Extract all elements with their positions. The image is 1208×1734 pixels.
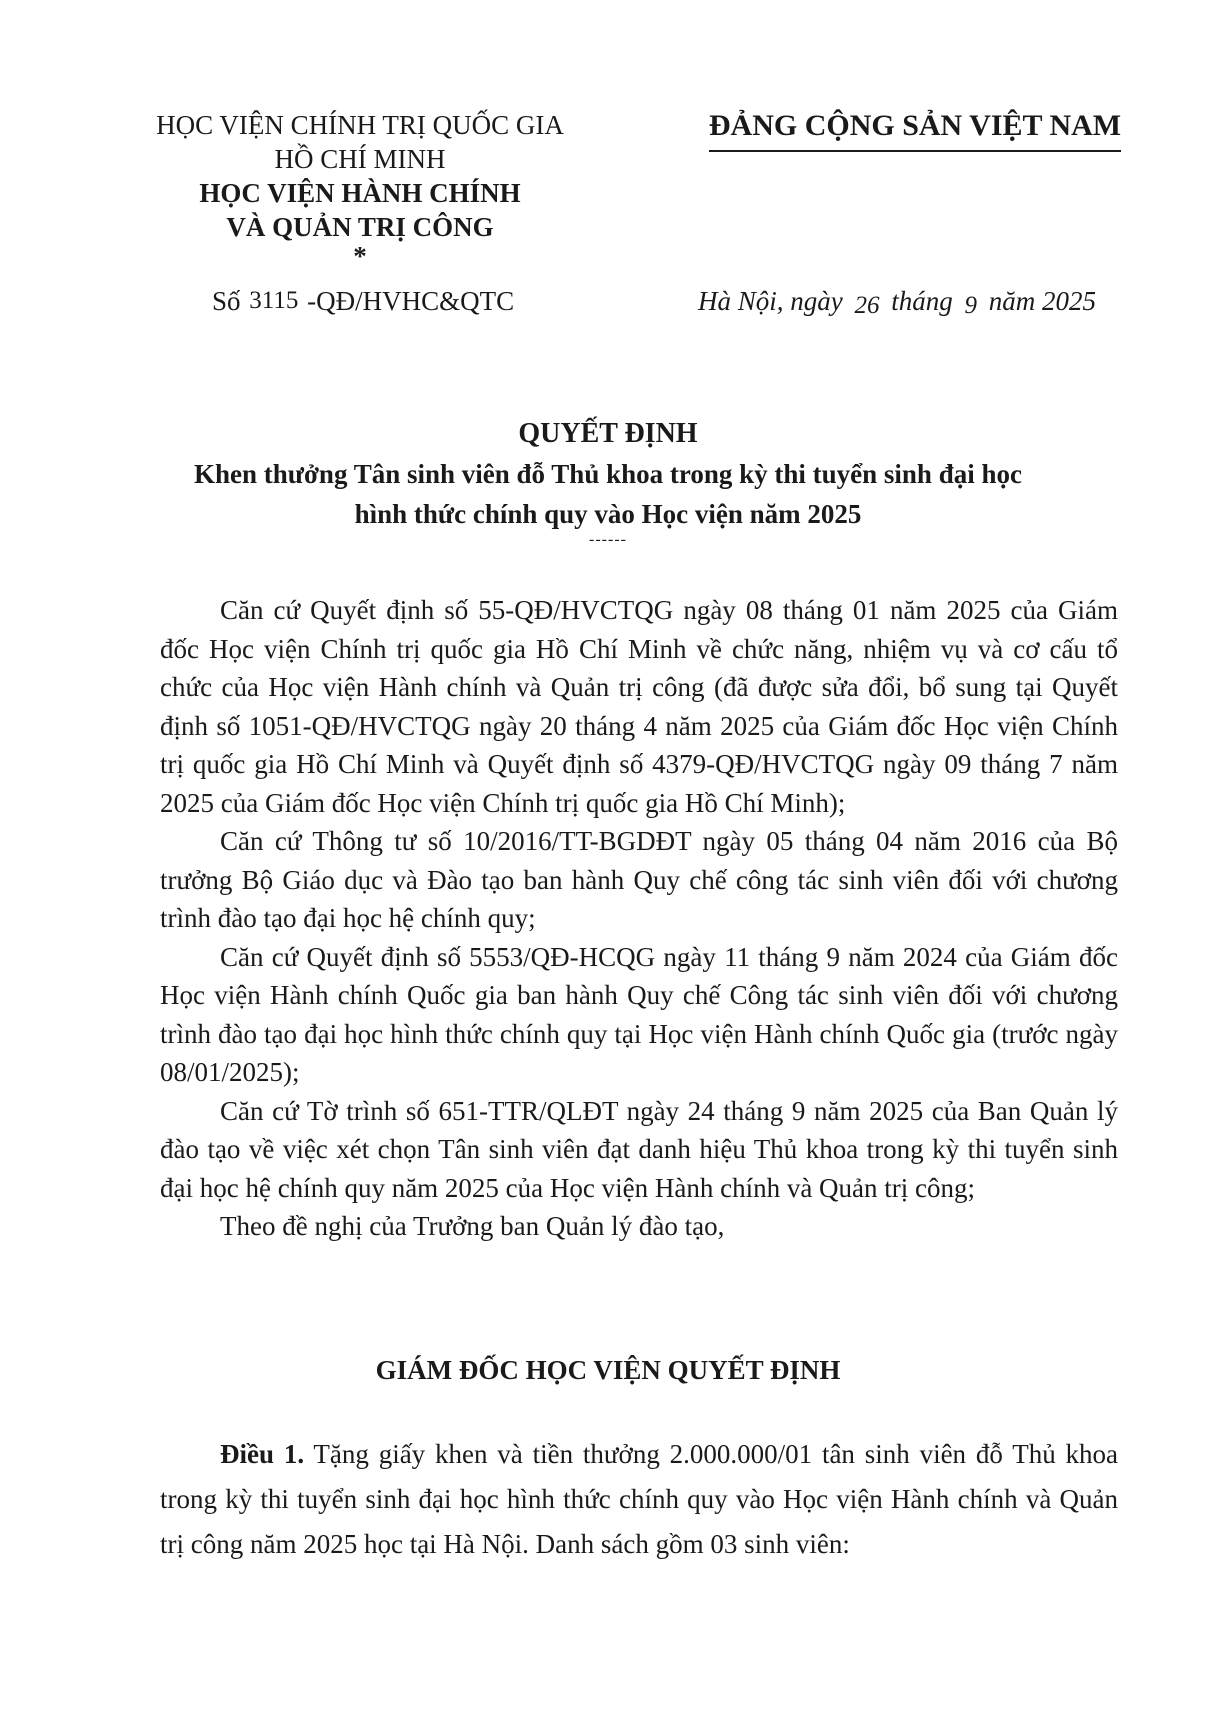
document-date bbox=[698, 284, 1096, 320]
preamble-paragraph: Căn cứ Quyết định số 55-QĐ/HVCTQG ngày 08 tháng 01 năm 2025 của Giám đốc Học viện Chính trị quốc gia Hồ Chí Minh về chức năng, nhiệm vụ và cơ cấu tổ chức của Học viện Hành chính và Quản trị công (đã được sửa đổi, bổ sung tại Quyết định số 1051-QĐ/HVCTQG ngày 20 tháng 4 năm 2025 của Giám đốc Học viện Chính trị quốc gia Hồ Chí Minh và Quyết định số 4379-QĐ/HVCTQG ngày 09 tháng 7 năm 2025 của Giám đốc Học viện Chính trị quốc gia Hồ Chí Minh); bbox=[160, 595, 1118, 818]
decision-heading: QUYẾT ĐỊNH bbox=[518, 418, 698, 449]
date-year: năm 2025 bbox=[988, 286, 1097, 316]
org-line-2: HỒ CHÍ MINH bbox=[274, 144, 446, 174]
document-number bbox=[212, 284, 514, 320]
org-line-3: HỌC VIỆN HÀNH CHÍNH bbox=[199, 178, 521, 208]
issuing-organization bbox=[120, 108, 600, 271]
decision-subtitle-line-2: hình thức chính quy vào Học viện năm 2025 bbox=[354, 499, 862, 529]
decides-heading: GIÁM ĐỐC HỌC VIỆN QUYẾT ĐỊNH bbox=[375, 1355, 841, 1385]
title-separator: ------ bbox=[589, 531, 627, 548]
article-1 bbox=[160, 1432, 1118, 1567]
article-1-paragraph bbox=[160, 1432, 1118, 1567]
date-month-label: tháng bbox=[891, 286, 953, 316]
preamble-paragraph: Căn cứ Tờ trình số 651-TTR/QLĐT ngày 24 tháng 9 năm 2025 của Ban Quản lý đào tạo về việc xét chọn Tân sinh viên đạt danh hiệu Thủ khoa trong kỳ thi tuyển sinh đại học hệ chính quy năm 2025 của Học viện Hành chính và Quản trị công; bbox=[160, 1095, 1118, 1203]
party-name: ĐẢNG CỘNG SẢN VIỆT NAM bbox=[709, 108, 1121, 152]
date-month: 9 bbox=[964, 292, 978, 319]
party-header bbox=[680, 108, 1150, 152]
decision-title bbox=[100, 414, 1116, 546]
article-1-text: Tặng giấy khen và tiền thưởng 2.000.000/01 tân sinh viên đỗ Thủ khoa trong kỳ thi tuyển sinh đại học hình thức chính quy vào Học viện Hành chính và Quản trị công năm 2025 học tại Hà Nội. Danh sách gồm 03 sinh viên: bbox=[160, 1439, 1118, 1559]
number-value: 3115 bbox=[249, 287, 299, 314]
preamble-paragraph: Căn cứ Thông tư số 10/2016/TT-BGDĐT ngày 05 tháng 04 năm 2016 của Bộ trưởng Bộ Giáo dục và Đào tạo ban hành Quy chế công tác sinh viên đối với chương trình đào tạo đại học hệ chính quy; bbox=[160, 826, 1118, 933]
date-prefix: Hà Nội, ngày bbox=[698, 286, 843, 316]
org-line-1: HỌC VIỆN CHÍNH TRỊ QUỐC GIA bbox=[156, 110, 564, 140]
org-line-4: VÀ QUẢN TRỊ CÔNG bbox=[226, 212, 494, 242]
date-day: 26 bbox=[854, 292, 880, 319]
preamble-paragraph: Theo đề nghị của Trưởng ban Quản lý đào tạo, bbox=[220, 1211, 725, 1241]
preamble bbox=[160, 591, 1118, 1246]
number-prefix: Số bbox=[212, 286, 241, 316]
number-suffix: -QĐ/HVHC&QTC bbox=[307, 286, 515, 316]
decision-subtitle-line-1: Khen thưởng Tân sinh viên đỗ Thủ khoa trong kỳ thi tuyển sinh đại học bbox=[194, 459, 1022, 489]
preamble-paragraph: Căn cứ Quyết định số 5553/QĐ-HCQG ngày 11 tháng 9 năm 2024 của Giám đốc Học viện Hành chính Quốc gia ban hành Quy chế Công tác sinh viên đối với chương trình đào tạo đại học hình thức chính quy tại Học viện Hành chính Quốc gia (trước ngày 08/01/2025); bbox=[160, 941, 1118, 1087]
article-1-lead: Điều 1. bbox=[220, 1439, 305, 1469]
star-separator: * bbox=[353, 241, 367, 271]
